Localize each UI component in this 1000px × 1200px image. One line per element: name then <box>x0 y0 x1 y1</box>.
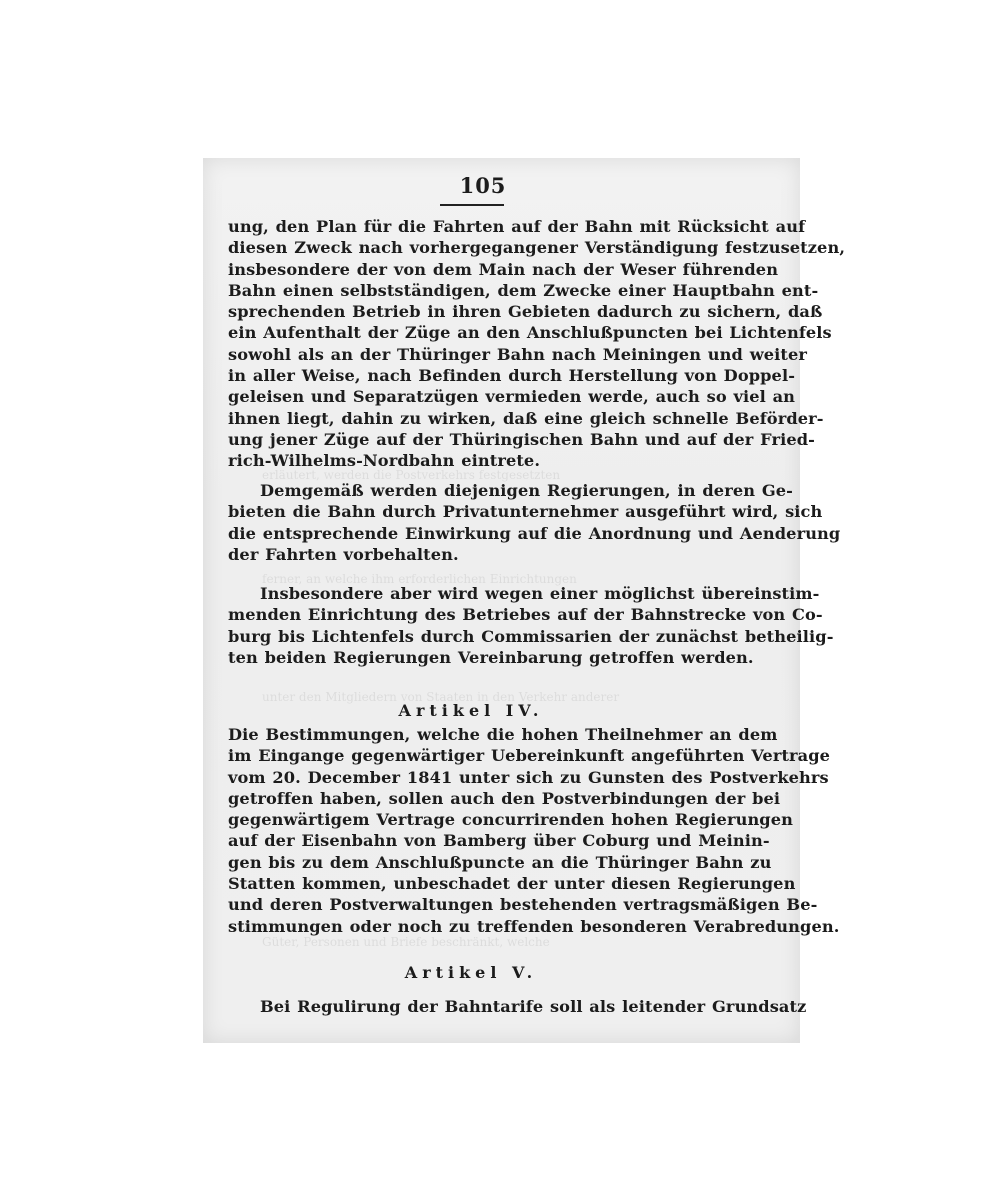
text-line: in aller Weise, nach Befinden durch Herstellung von Doppel- <box>228 366 796 386</box>
text-line: Statten kommen, unbeschadet der unter diesen Regierungen <box>228 874 796 894</box>
text-line: der Fahrten vorbehalten. <box>228 544 459 564</box>
text-line: diesen Zweck nach vorhergegangener Verständigung festzusetzen, <box>228 238 846 258</box>
bleed-through-text: erläutert, werden die Postverkehrs festgesetzten <box>262 468 561 482</box>
bleed-through-text: ferner, an welche ihm erforderlichen Einrichtungen <box>262 572 577 586</box>
bleed-through-text: unter den Mitgliedern von Staaten in den Verkehr anderer <box>262 690 620 704</box>
article-v-heading: Artikel V. <box>404 963 538 982</box>
text-line: stimmungen oder noch zu treffenden besonderen Verabredungen. <box>228 916 840 936</box>
text-line: vom 20. December 1841 unter sich zu Gunsten des Postverkehrs <box>228 767 829 787</box>
paragraph-article-iv <box>228 724 840 937</box>
text-line: gen bis zu dem Anschlußpuncte an die Thüringer Bahn zu <box>228 852 772 872</box>
paragraph-insbesondere <box>228 583 834 668</box>
text-line: ten beiden Regierungen Vereinbarung getroffen werden. <box>228 647 754 667</box>
text-line: insbesondere der von dem Main nach der Weser führenden <box>228 259 779 279</box>
text-line: bieten die Bahn durch Privatunternehmer ausgeführt wird, sich <box>228 502 823 522</box>
text-line: auf der Eisenbahn von Bamberg über Coburg und Meinin- <box>228 831 770 851</box>
text-line: ung, den Plan für die Fahrten auf der Bahn mit Rücksicht auf <box>228 217 806 236</box>
text-line: menden Einrichtung des Betriebes auf der Bahnstrecke von Co- <box>228 605 823 625</box>
paragraph-demgemaess <box>228 480 841 565</box>
text-line: Bahn einen selbstständigen, dem Zwecke einer Hauptbahn ent- <box>228 280 819 300</box>
paragraph-article-v <box>228 996 807 1017</box>
article-iv-heading: Artikel IV. <box>398 701 544 720</box>
text-line: sowohl als an der Thüringer Bahn nach Meiningen und weiter <box>228 344 807 364</box>
text-line: sprechenden Betrieb in ihren Gebieten dadurch zu sichern, daß <box>228 302 823 322</box>
bleed-through-text: Güter, Personen und Briefe beschränkt, welche <box>262 935 550 949</box>
text-line: gegenwärtigem Vertrage concurrirenden hohen Regierungen <box>228 810 793 830</box>
text-line: rich-Wilhelms-Nordbahn eintrete. <box>228 451 541 471</box>
text-line: Insbesondere aber wird wegen einer möglichst übereinstim- <box>260 584 820 603</box>
header-rule <box>440 204 504 206</box>
text-line: burg bis Lichtenfels durch Commissarien der zunächst betheilig- <box>228 626 834 646</box>
text-line: Bei Regulirung der Bahntarife soll als leitender Grundsatz <box>260 997 807 1016</box>
text-line: im Eingange gegenwärtiger Uebereinkunft angeführten Vertrage <box>228 746 831 766</box>
text-line: Demgemäß werden diejenigen Regierungen, in deren Ge- <box>260 481 793 500</box>
text-line: geleisen und Separatzügen vermieden werde, auch so viel an <box>228 387 796 407</box>
text-line: ihnen liegt, dahin zu wirken, daß eine gleich schnelle Beförder- <box>228 408 824 428</box>
page-number: 105 <box>459 173 507 198</box>
text-line: ung jener Züge auf der Thüringischen Bahn und auf der Fried- <box>228 429 815 449</box>
text-line: und deren Postverwaltungen bestehenden vertragsmäßigen Be- <box>228 895 818 915</box>
text-line: die entsprechende Einwirkung auf die Anordnung und Aenderung <box>228 523 841 543</box>
text-line: getroffen haben, sollen auch den Postverbindungen der bei <box>228 788 781 808</box>
paragraph-continuation <box>228 216 846 472</box>
text-line: Die Bestimmungen, welche die hohen Theilnehmer an dem <box>228 725 778 744</box>
text-line: ein Aufenthalt der Züge an den Anschlußpuncten bei Lichtenfels <box>228 323 832 343</box>
